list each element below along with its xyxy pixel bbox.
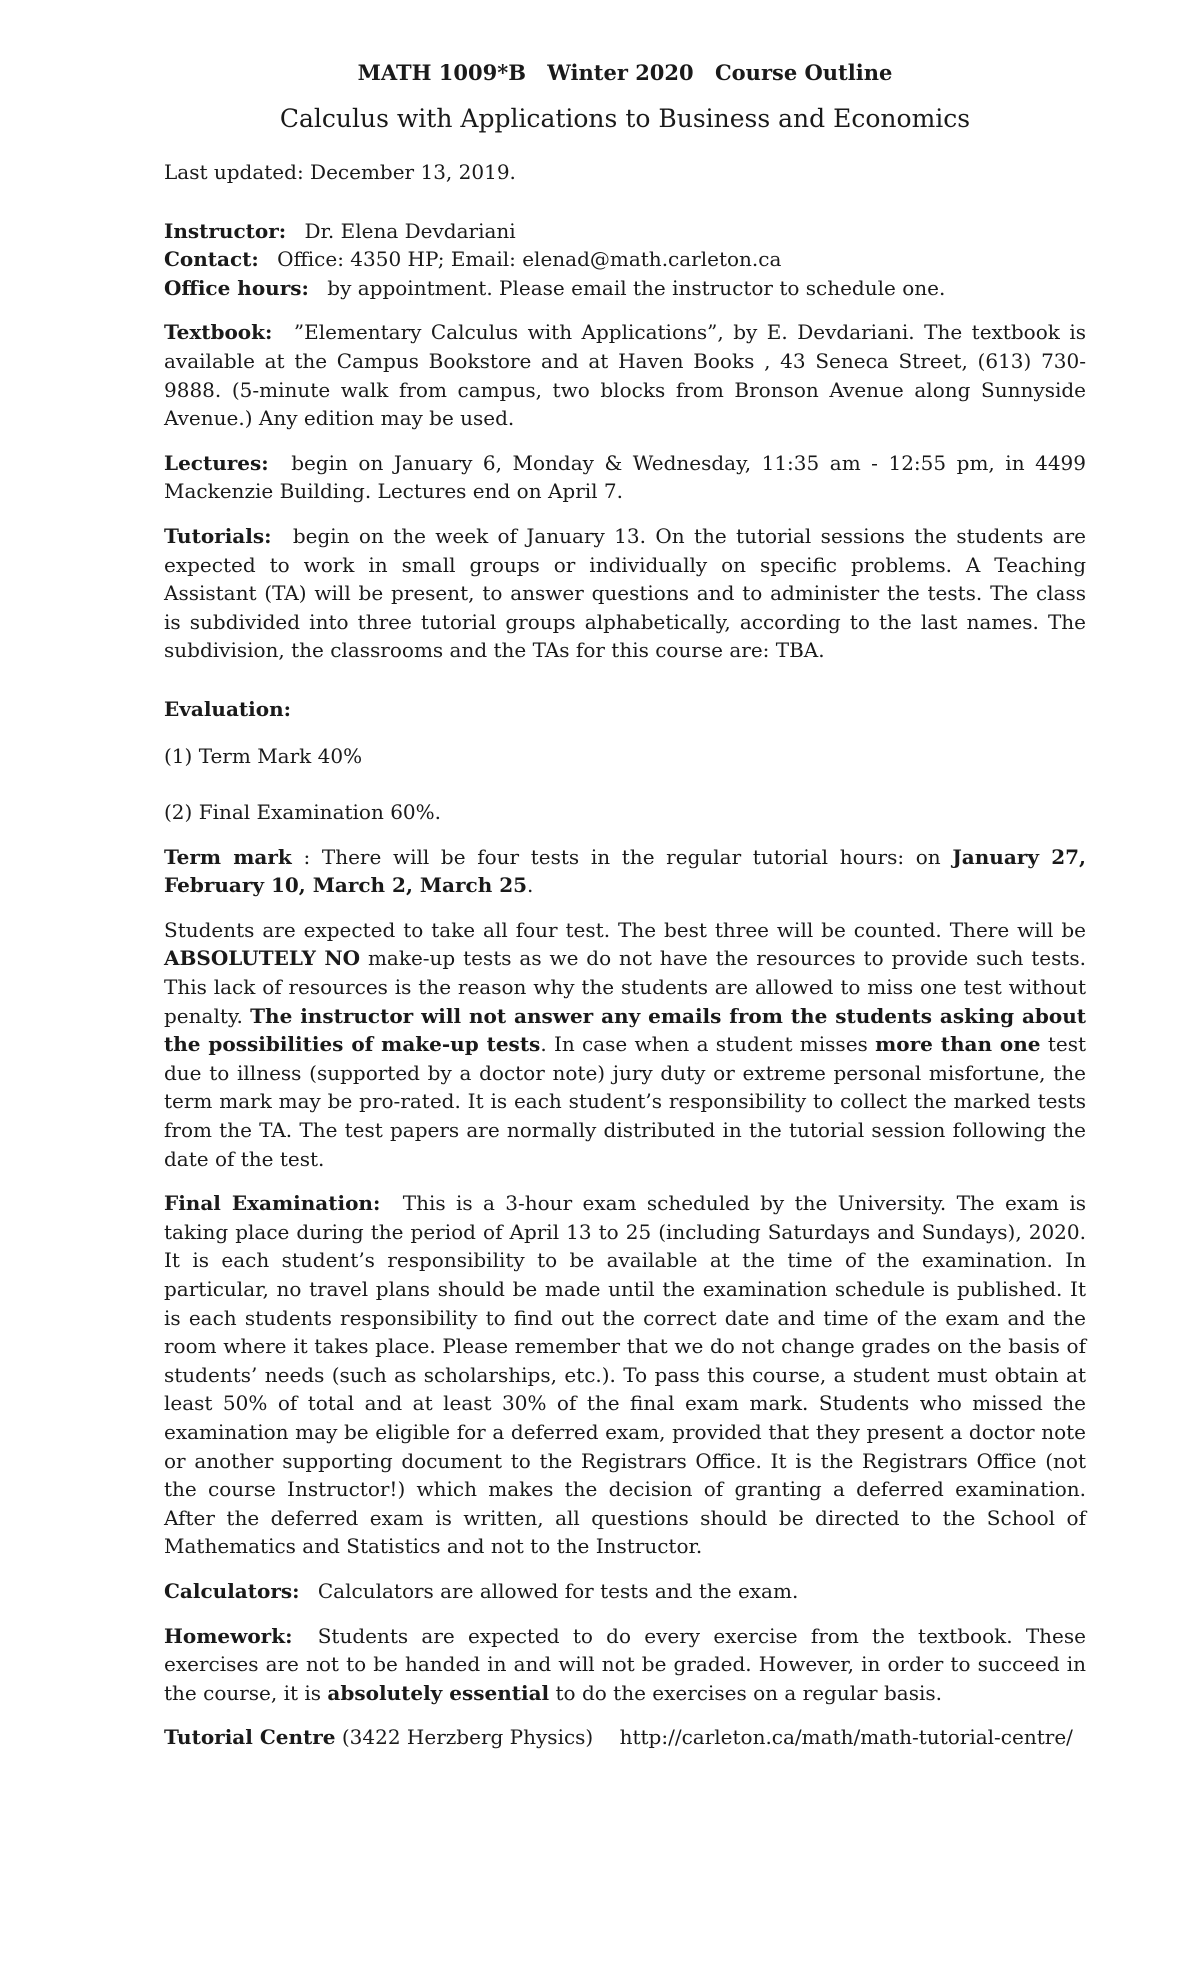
tests-text-4: test due to illness (supported by a doctor note) jury duty or extreme personal misfortune, the term mark may be pro-rated. It is each student’s responsibility to collect the marked tests from the TA. The test papers are normally distributed in the tutorial session following the date of the test. [164, 1032, 1087, 1171]
textbook-text: ”Elementary Calculus with Applications”, by E. Devdariani. The textbook is available at the Campus Bookstore and at Haven Books , 43 Seneca Street, (613) 730-9888. (5-minute walk from campus, two blocks from Bronson Avenue along Sunnyside Avenue.) Any edition may be used. [164, 320, 1086, 431]
tests-bold-more-than-one: more than one [875, 1032, 1041, 1057]
textbook-label: Textbook: [164, 320, 273, 345]
tutorial-centre-location: (3422 Herzberg Physics) [341, 1725, 594, 1750]
evaluation-item-final-exam: (2) Final Examination 60%. [164, 800, 442, 825]
term-mark-label: Term mark [164, 844, 292, 869]
tutorial-centre-link[interactable]: http://carleton.ca/math/math-tutorial-centre/ [619, 1725, 1073, 1750]
tutorials-label: Tutorials: [164, 523, 272, 548]
term-mark-colon: : [303, 844, 311, 869]
tutorial-centre-label: Tutorial Centre [164, 1725, 336, 1750]
homework-text-2: to do the exercises on a regular basis. [555, 1680, 942, 1705]
course-code: MATH 1009*B [357, 60, 526, 85]
lectures-label: Lectures: [164, 450, 269, 475]
tutorials-text: begin on the week of January 13. On the tutorial sessions the students are expected to work in small groups or individually on specific problems. A Teaching Assistant (TA) will be present, to answer questions and to administer the tests. The class is subdivided into three tutorial groups alphabetically, according to the last names. The subdivision, the classrooms and the TAs for this course are: TBA. [164, 523, 1087, 663]
homework-label: Homework: [164, 1623, 293, 1648]
textbook-section [164, 318, 1086, 432]
tests-bold-no-makeup: ABSOLUTELY NO [164, 946, 361, 971]
tutorial-centre-section [164, 1723, 1086, 1752]
course-subtitle: Calculus with Applications to Business and Economics [279, 104, 971, 133]
term-mark-text: There will be four tests in the regular tutorial hours: on [321, 844, 941, 869]
homework-text-1: Students are expected to do every exercise from the textbook. These exercises are not to be handed in and will not be graded. However, in order to succeed in the course, it is [164, 1623, 1086, 1705]
lectures-text: begin on January 6, Monday & Wednesday, 11:35 am - 12:55 pm, in 4499 Mackenzie Building. Lectures end on April 7. [164, 450, 1086, 504]
lectures-section [164, 449, 1086, 506]
tests-policy-section [164, 916, 1086, 1173]
contact-info: Office: 4350 HP; Email: elenad@math.carleton.ca [277, 247, 782, 272]
final-exam-label: Final Examination: [164, 1191, 381, 1216]
last-updated: Last updated: December 13, 2019. [164, 160, 516, 184]
contact-line [164, 245, 1086, 274]
calculators-text: Calculators are allowed for tests and the exam. [317, 1578, 799, 1603]
term-mark-dates: January 27, February 10, March 2, March 25 [164, 844, 1087, 898]
tests-text-1: Students are expected to take all four test. The best three will be counted. There will be [164, 917, 1086, 942]
evaluation-item-term-mark: (1) Term Mark 40% [164, 743, 363, 768]
page-title [164, 58, 1086, 88]
office-hours-line [164, 274, 1086, 303]
instructor-line [164, 217, 1086, 246]
final-exam-text: This is a 3-hour exam scheduled by the University. The exam is taking place during the period of April 13 to 25 (including Saturdays and Sundays), 2020. It is each student’s responsibility to be available at the time of the examination. In particular, no travel plans should be made until the examination schedule is published. It is each students responsibility to find out the correct date and time of the exam and the room where it takes place. Please remember that we do not change grades on the basis of students’ needs (such as scholarships, etc.). To pass this course, a student must obtain at least 50% of total and at least 30% of the final exam mark. Students who missed the examination may be eligible for a deferred exam, provided that they present a doctor note or another supporting document to the Registrars Office. It is the Registrars Office (not the course Instructor!) which makes the decision of granting a deferred examination. After the deferred exam is written, all questions should be directed to the School of Mathematics and Statistics and not to the Instructor. [164, 1191, 1087, 1559]
tests-text-3: . In case when a student misses [540, 1032, 868, 1057]
final-exam-section [164, 1189, 1086, 1561]
instructor-name: Dr. Elena Devdariani [304, 218, 516, 243]
office-hours-value: by appointment. Please email the instructor to schedule one. [327, 275, 946, 300]
term-mark-end: . [527, 873, 534, 898]
contact-label: Contact: [164, 247, 259, 272]
office-hours-label: Office hours: [164, 275, 309, 300]
course-term: Winter 2020 [547, 60, 694, 85]
calculators-label: Calculators: [164, 1578, 300, 1603]
tutorials-section [164, 522, 1086, 665]
tests-bold-no-emails: The instructor will not answer any emails from the students asking about the possibilities of make-up tests [164, 1003, 1087, 1057]
course-outline-page [164, 58, 1086, 1752]
instructor-label: Instructor: [164, 218, 287, 243]
document-type: Course Outline [714, 60, 893, 85]
homework-section [164, 1622, 1086, 1708]
term-mark-section [164, 843, 1086, 900]
calculators-section [164, 1577, 1086, 1606]
homework-bold: absolutely essential [327, 1680, 550, 1705]
evaluation-heading: Evaluation: [164, 696, 292, 721]
contact-block [164, 217, 1086, 303]
tests-text-2: make-up tests as we do not have the resources to provide such tests. This lack of resources is the reason why the students are allowed to miss one test without penalty. [164, 946, 1086, 1028]
